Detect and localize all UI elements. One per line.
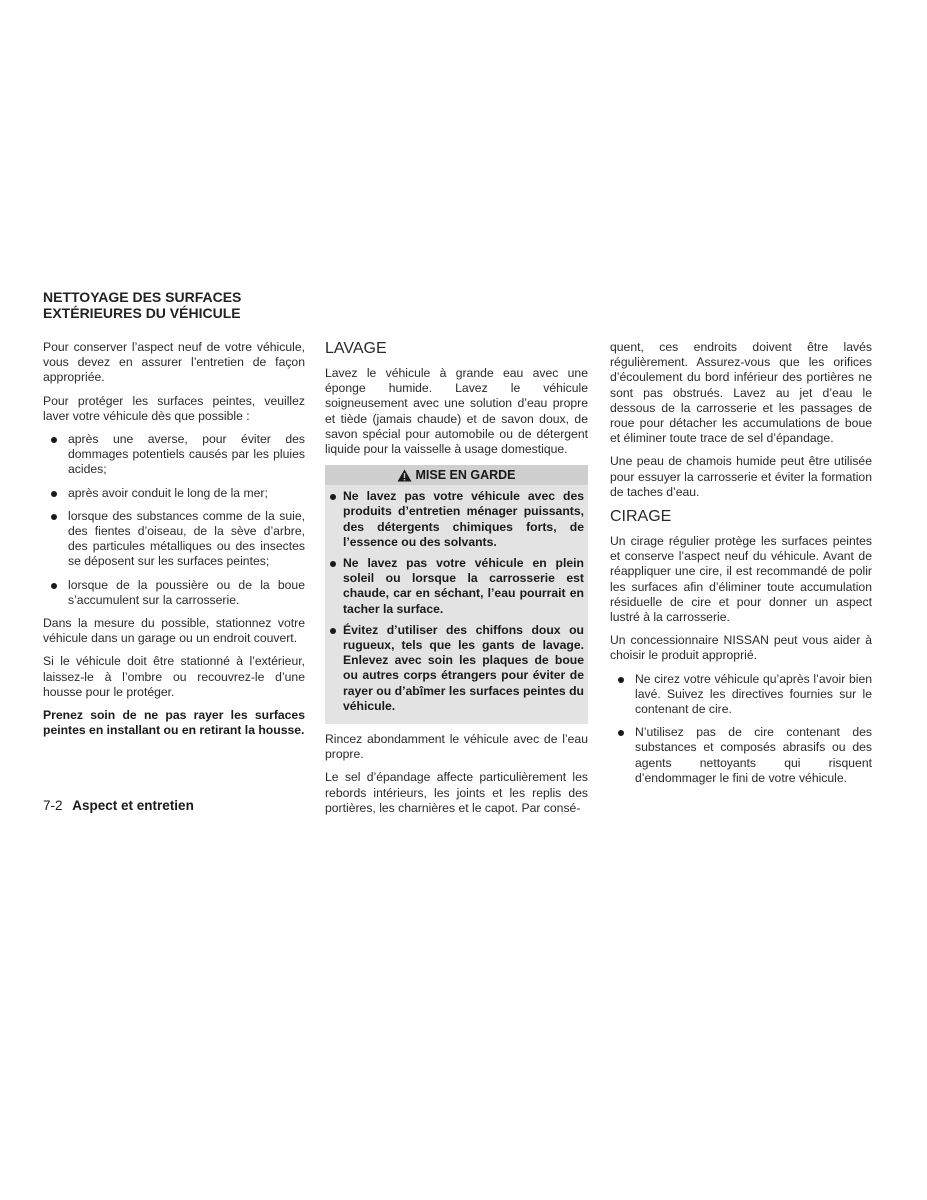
list-item: lorsque des substances comme de la suie, des fientes d’oiseau, de la sève d’arbre, des particules métalliques ou des insectes se déposent sur les surfaces peintes; — [43, 509, 305, 570]
column-3 — [610, 340, 872, 794]
page-footer — [43, 797, 194, 815]
dealer-paragraph: Un concessionnaire NISSAN peut vous aider à choisir le produit approprié. — [610, 633, 872, 663]
chamois-paragraph: Une peau de chamois humide peut être utilisée pour essuyer la carrosserie et éviter la formation de taches d’eau. — [610, 454, 872, 499]
list-item: N’utilisez pas de cire contenant des substances et composés abrasifs ou des agents nettoyants qui risquent d’endommager le fini de votre véhicule. — [610, 725, 872, 786]
warning-header — [325, 465, 588, 485]
warning-item: Évitez d’utiliser des chiffons doux ou rugueux, tels que les gants de lavage. Enlevez avec soin les plaques de boue ou autres corps étrangers pour éviter de rayer ou d’abîmer les surfaces peintes du véhicule. — [329, 623, 584, 714]
list-item: après avoir conduit le long de la mer; — [43, 486, 305, 501]
page-title: NETTOYAGE DES SURFACES EXTÉRIEURES DU VÉHICULE — [43, 289, 242, 321]
chapter-title: Aspect et entretien — [72, 798, 194, 813]
intro-paragraph: Pour conserver l’aspect neuf de votre véhicule, vous devez en assurer l’entretien de façon appropriée. — [43, 340, 305, 385]
list-item: Ne cirez votre véhicule qu’après l’avoir bien lavé. Suivez les directives fournies sur le contenant de cire. — [610, 672, 872, 718]
warning-list — [325, 485, 588, 714]
cover-note: Prenez soin de ne pas rayer les surfaces peintes en installant ou en retirant la housse. — [43, 708, 305, 738]
warning-triangle-icon — [397, 469, 412, 482]
section-heading-lavage: LAVAGE — [325, 340, 387, 357]
warning-item: Ne lavez pas votre véhicule en plein soleil ou lorsque la carrosserie est chaude, car en séchant, l’eau pourrait en tacher la surface. — [329, 556, 584, 617]
waxing-paragraph: Un cirage régulier protège les surfaces peintes et conserve l’aspect neuf du véhicule. Avant de réappliquer une cire, il est recommandé de polir les surfaces afin d’éliminer toute accumulation résiduelle de cire et pour donner un aspect lustré à la carrosserie. — [610, 534, 872, 625]
warning-title: MISE EN GARDE — [415, 468, 516, 483]
list-item: après une averse, pour éviter des dommages potentiels causés par les pluies acides; — [43, 432, 305, 478]
page-number: 7-2 — [43, 798, 63, 813]
warning-box — [325, 465, 588, 724]
salt-paragraph-continued: quent, ces endroits doivent être lavés régulièrement. Assurez-vous que les orifices d’écoulement du bord inférieur des portières ne sont pas obstrués. Lavez au jet d’eau le dessous de la carrosserie et les passages de roue pour détacher les accumulations de boue et éliminer toute trace de sel d’épandage. — [610, 340, 872, 446]
rinse-paragraph: Rincez abondamment le véhicule avec de l’eau propre. — [325, 732, 588, 762]
outdoor-paragraph: Si le véhicule doit être stationné à l’extérieur, laissez-le à l’ombre ou recouvrez-le d’une housse pour le protéger. — [43, 654, 305, 699]
wash-paragraph: Lavez le véhicule à grande eau avec une éponge humide. Lavez le véhicule soigneusement avec une solution d’eau propre et tiède (jamais chaude) et de savon doux, de savon spécial pour automobile ou de détergent liquide pour la vaisselle à usage domestique. — [325, 366, 588, 457]
warning-item: Ne lavez pas votre véhicule avec des produits d’entretien ménager puissants, des détergents chimiques forts, de l’essence ou des solvants. — [329, 489, 584, 550]
list-item: lorsque de la poussière ou de la boue s’accumulent sur la carrosserie. — [43, 578, 305, 608]
salt-paragraph-start: Le sel d’épandage affecte particulièrement les rebords intérieurs, les joints et les replis des portières, les charnières et le capot. Par consé- — [325, 770, 588, 815]
salt-paragraph — [325, 770, 588, 816]
garage-paragraph: Dans la mesure du possible, stationnez votre véhicule dans un garage ou un endroit couvert. — [43, 616, 305, 646]
protect-paragraph: Pour protéger les surfaces peintes, veuillez laver votre véhicule dès que possible : — [43, 393, 305, 423]
waxing-tips-list — [610, 672, 872, 786]
section-heading-cirage: CIRAGE — [610, 508, 672, 526]
column-1 — [43, 340, 305, 746]
column-2 — [325, 340, 588, 824]
wash-occasions-list — [43, 432, 305, 608]
